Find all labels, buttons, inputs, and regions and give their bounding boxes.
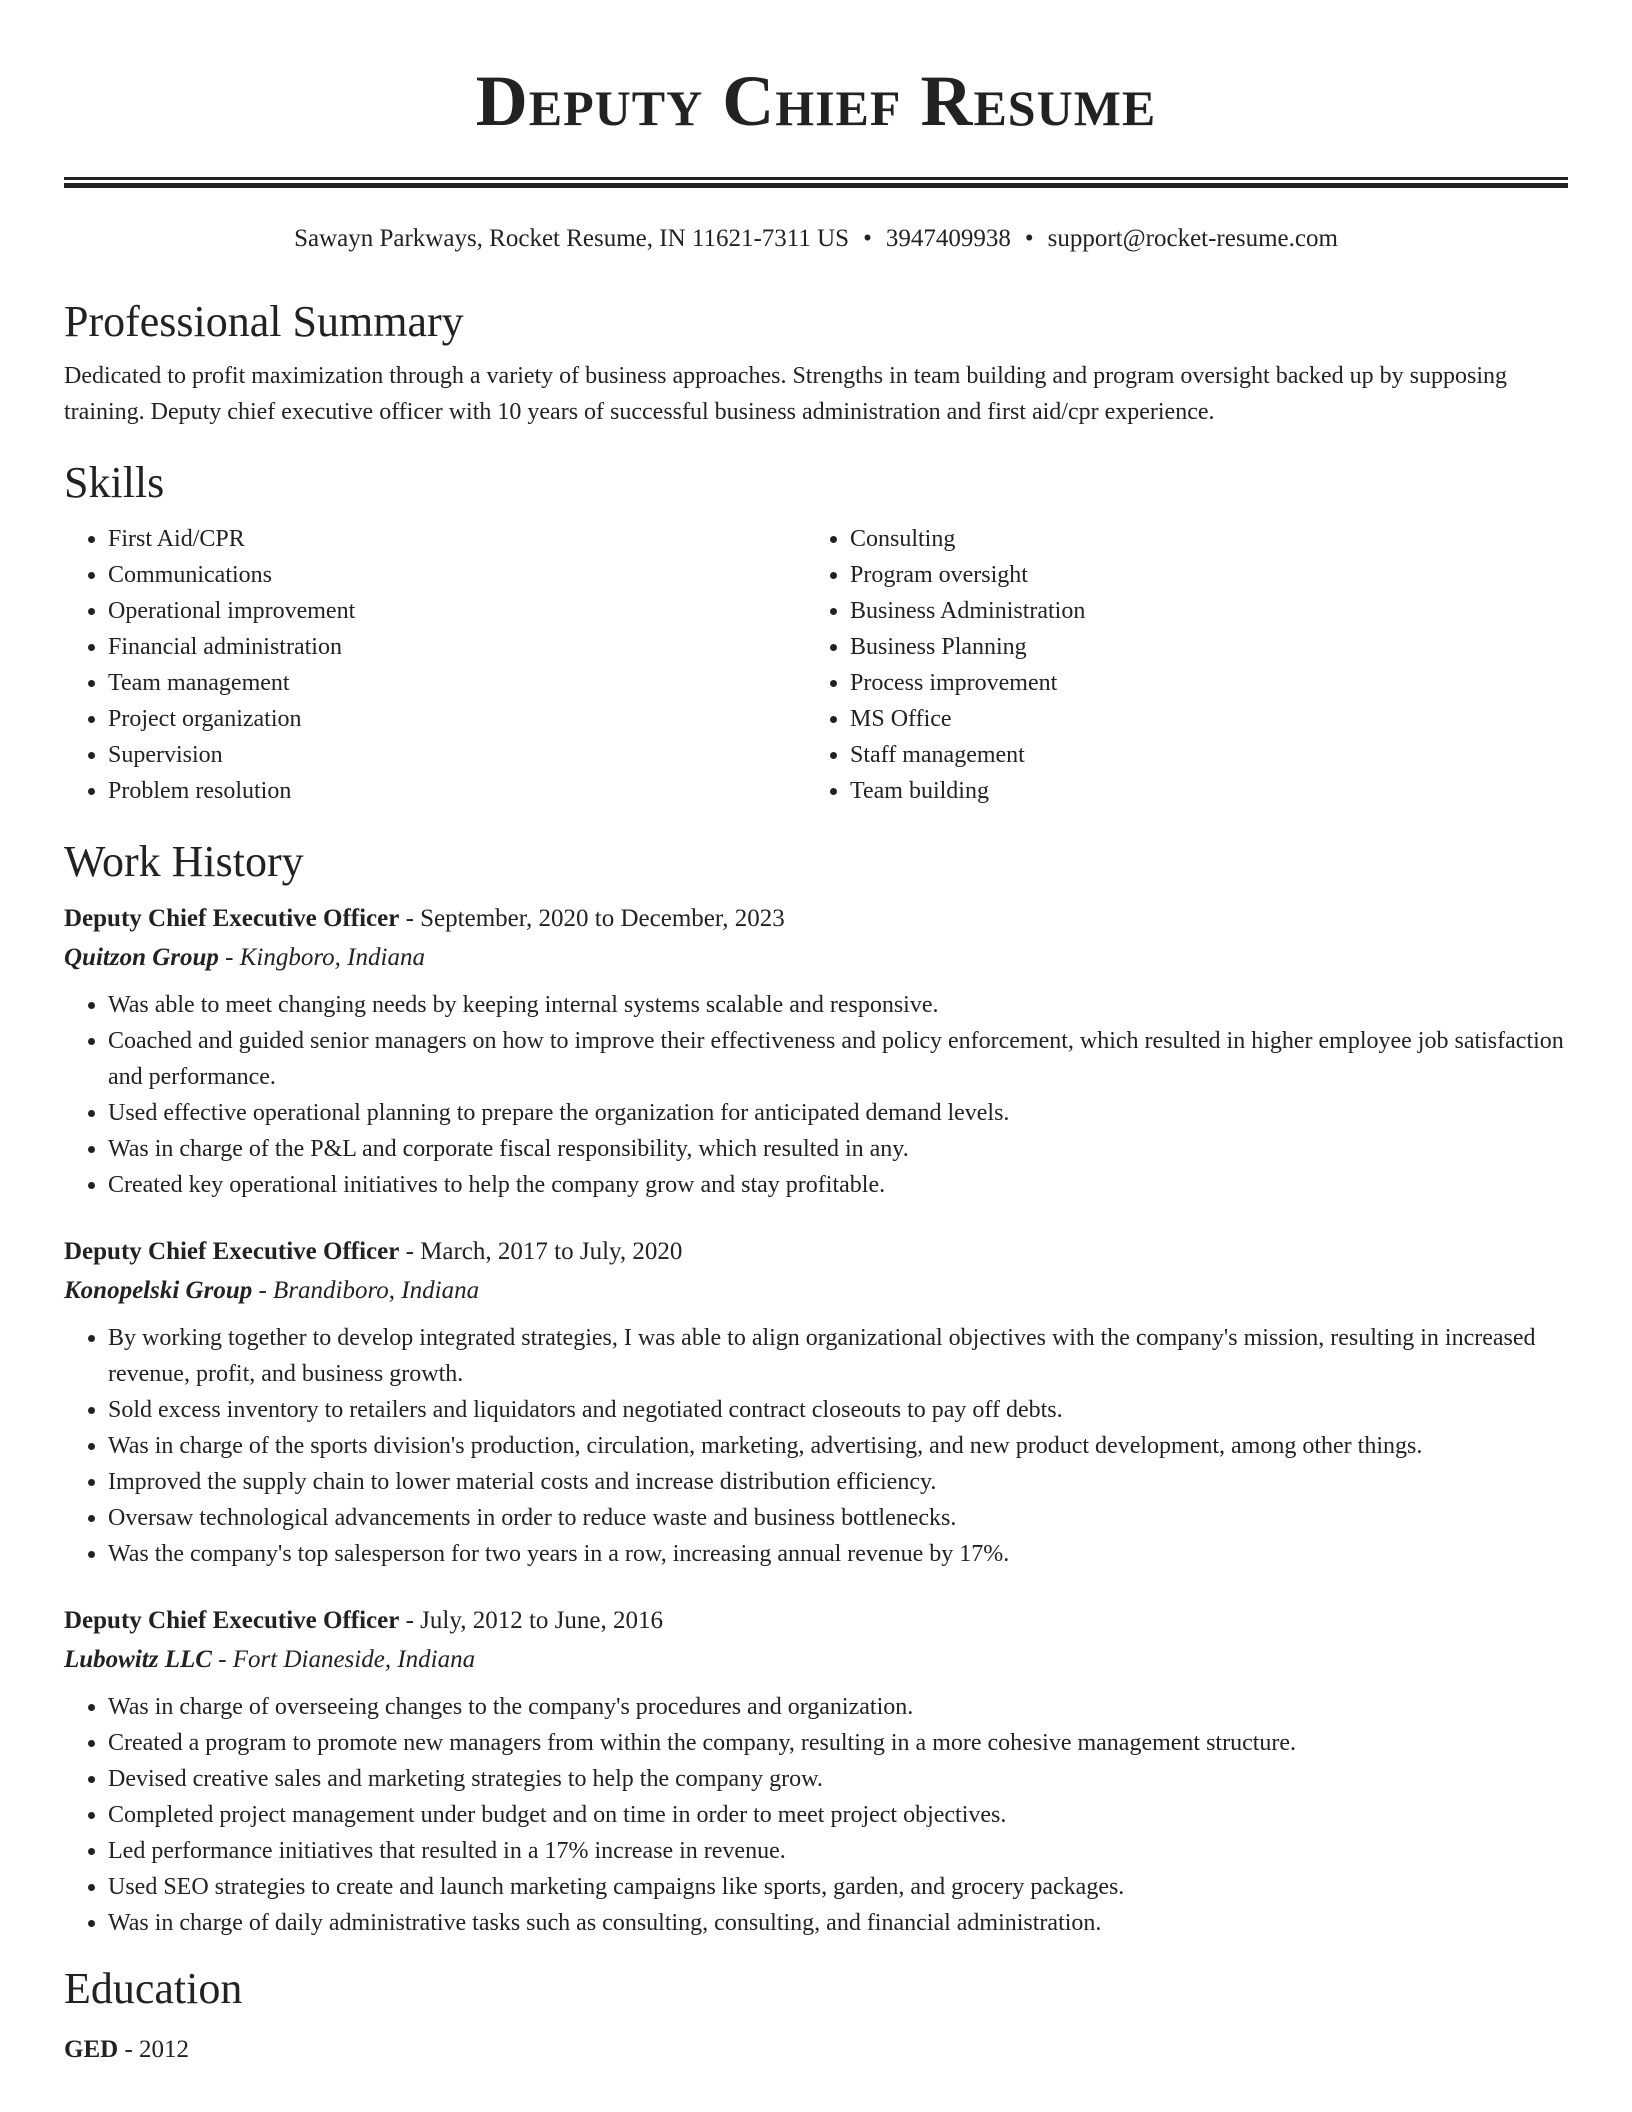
skill-item: • Business Administration [850, 593, 1548, 629]
job-company-line [64, 1271, 1568, 1310]
job-company: Quitzon Group [64, 944, 219, 971]
job-header [64, 1602, 1568, 1640]
job-location: - Brandiboro, Indiana [252, 1277, 480, 1304]
job-bullet: • Coached and guided senior managers on how to improve their effectiveness and policy enforcement, which resulted in higher employee job satisfaction and performance. [108, 1023, 1568, 1095]
job-bullet: • Created a program to promote new managers from within the company, resulting in a more cohesive management structure. [108, 1725, 1568, 1761]
job-bullet: • Was able to meet changing needs by keeping internal systems scalable and responsive. [108, 987, 1568, 1023]
phone: 3947409938 [885, 225, 1011, 252]
skill-item: • Consulting [850, 521, 1548, 557]
job-dates: - March, 2017 to July, 2020 [399, 1238, 683, 1265]
skills-column-right [806, 521, 1548, 809]
summary-text: Dedicated to profit maximization through a variety of business approaches. Strengths in team building and program oversight backed up by supposing training. Deputy chief executive officer with 10 years of successful business administration and first aid/cpr experience. [64, 363, 1508, 425]
job-location: - Fort Dianeside, Indiana [211, 1646, 476, 1673]
job-title: Deputy Chief Executive Officer [64, 905, 400, 932]
job-bullet: • Used SEO strategies to create and launch marketing campaigns like sports, garden, and grocery packages. [108, 1869, 1568, 1905]
job-bullet: • By working together to develop integrated strategies, I was able to align organizational objectives with the company's mission, resulting in increased revenue, profit, and business growth. [108, 1320, 1568, 1392]
job-bullet: • Oversaw technological advancements in order to reduce waste and business bottlenecks. [108, 1500, 1568, 1536]
job-bullet: • Sold excess inventory to retailers and liquidators and negotiated contract closeouts to pay off debts. [108, 1392, 1568, 1428]
job-bullet: • Was in charge of the P&L and corporate fiscal responsibility, which resulted in any. [108, 1131, 1568, 1167]
address: Sawayn Parkways, Rocket Resume, IN 11621-7311 US [294, 225, 850, 252]
skill-item: • Process improvement [850, 665, 1548, 701]
work-history-heading: Work History [64, 837, 304, 886]
job-bullet: • Improved the supply chain to lower material costs and increase distribution efficiency. [108, 1464, 1568, 1500]
skill-item: • Staff management [850, 737, 1548, 773]
skill-item: • Business Planning [850, 629, 1548, 665]
job-entry [64, 1602, 1568, 1941]
skills-list [64, 521, 1568, 809]
education-degree: GED [64, 2036, 119, 2063]
job-bullets [64, 1320, 1568, 1572]
job-title: Deputy Chief Executive Officer [64, 1238, 400, 1265]
job-bullet: • Was in charge of daily administrative tasks such as consulting, consulting, and financial administration. [108, 1905, 1568, 1941]
title-divider [64, 177, 1568, 188]
skill-item: • MS Office [850, 701, 1548, 737]
skill-item: • Team building [850, 773, 1548, 809]
job-company: Konopelski Group [64, 1277, 253, 1304]
skills-column-left [64, 521, 806, 809]
job-bullets [64, 987, 1568, 1203]
summary-heading: Professional Summary [64, 297, 464, 346]
job-header [64, 900, 1568, 938]
skill-item: • First Aid/CPR [108, 521, 806, 557]
skill-item: • Financial administration [108, 629, 806, 665]
contact-separator: • [863, 225, 872, 252]
skill-item: • Team management [108, 665, 806, 701]
job-title: Deputy Chief Executive Officer [64, 1607, 400, 1634]
job-dates: - July, 2012 to June, 2016 [399, 1607, 663, 1634]
job-bullet: • Was in charge of overseeing changes to the company's procedures and organization. [108, 1689, 1568, 1725]
job-company-line [64, 1640, 1568, 1679]
job-location: - Kingboro, Indiana [218, 944, 425, 971]
job-bullet: • Led performance initiatives that resulted in a 17% increase in revenue. [108, 1833, 1568, 1869]
job-bullet: • Used effective operational planning to prepare the organization for anticipated demand levels. [108, 1095, 1568, 1131]
job-entry [64, 1233, 1568, 1572]
job-bullet: • Was the company's top salesperson for two years in a row, increasing annual revenue by 17%. [108, 1536, 1568, 1572]
education-year: - 2012 [118, 2036, 190, 2063]
job-entry [64, 900, 1568, 1203]
job-company-line [64, 938, 1568, 977]
resume-page [64, 0, 1568, 2069]
job-bullet: • Completed project management under budget and on time in order to meet project objectives. [108, 1797, 1568, 1833]
job-company: Lubowitz LLC [64, 1646, 212, 1673]
job-dates: - September, 2020 to December, 2023 [399, 905, 785, 932]
skill-item: • Communications [108, 557, 806, 593]
job-bullet: • Created key operational initiatives to help the company grow and stay profitable. [108, 1167, 1568, 1203]
job-bullets [64, 1689, 1568, 1941]
skill-item: • Operational improvement [108, 593, 806, 629]
contact-line [64, 222, 1568, 256]
contact-separator: • [1024, 225, 1034, 252]
job-bullet: • Was in charge of the sports division's production, circulation, marketing, advertising, and new product development, among other things. [108, 1428, 1568, 1464]
education-entry [64, 2031, 1568, 2069]
resume-title: Deputy Chief Resume [475, 61, 1157, 141]
job-bullet: • Devised creative sales and marketing strategies to help the company grow. [108, 1761, 1568, 1797]
skills-heading: Skills [64, 458, 165, 507]
education-heading: Education [64, 1964, 243, 2013]
skill-item: • Project organization [108, 701, 806, 737]
email: support@rocket-resume.com [1047, 225, 1338, 252]
skill-item: • Program oversight [850, 557, 1548, 593]
skill-item: • Supervision [108, 737, 806, 773]
skill-item: • Problem resolution [108, 773, 806, 809]
job-header [64, 1233, 1568, 1271]
